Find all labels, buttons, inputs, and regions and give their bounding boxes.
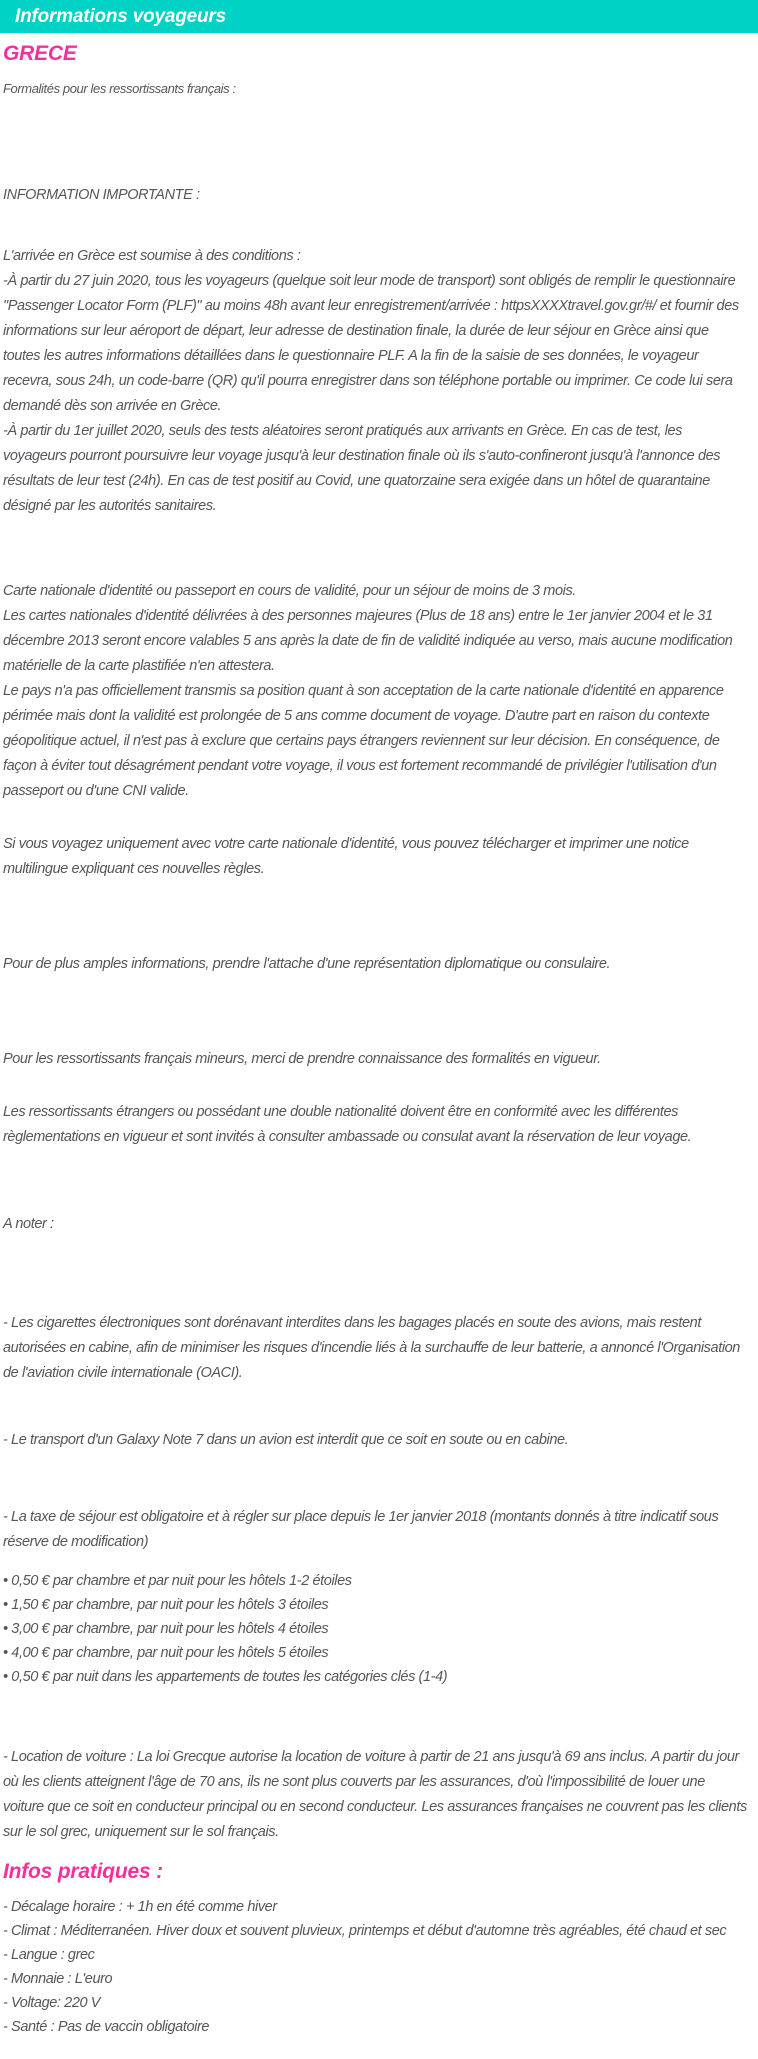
note-label: A noter :: [3, 1216, 54, 1232]
traveler-info-header-bar: [0, 0, 758, 33]
practical-info-item: - Décalage horaire : + 1h en été comme hiver: [3, 1899, 277, 1915]
tax-rate-item: • 0,50 € par chambre et par nuit pour les hôtels 1-2 étoiles: [3, 1573, 352, 1589]
id-extension-paragraph: Les cartes nationales d'identité délivrées à des personnes majeures (Plus de 18 ans) entre le 1er janvier 2004 et le 31 décembre 2013 seront encore valables 5 ans après la date de fin de validité indiquée au verso, mais aucune modification matérielle de la carte plastifiée n'en attestera.: [3, 608, 733, 674]
tax-rate-item: • 0,50 € par nuit dans les appartements de toutes les catégories clés (1-4): [3, 1669, 448, 1685]
formalities-intro: Formalités pour les ressortissants français :: [3, 81, 236, 96]
practical-info-item: - Langue : grec: [3, 1947, 95, 1963]
id-validity-paragraph: Carte nationale d'identité ou passeport en cours de validité, pour un séjour de moins de 3 mois.: [3, 583, 576, 599]
practical-info-item: - Santé : Pas de vaccin obligatoire: [3, 2019, 210, 2035]
arrival-conditions-intro: L'arrivée en Grèce est soumise à des conditions :: [3, 248, 301, 264]
practical-info-item: - Voltage: 220 V: [3, 1995, 101, 2011]
practical-info-list: [3, 1895, 748, 2039]
car-rental-paragraph: - Location de voiture : La loi Grecque autorise la location de voiture à partir de 21 ans jusqu'à 69 ans inclus. A partir du jour où les clients atteignent l'âge de 70 ans, ils ne sont plus couverts par les assurances, d'où l'impossibilité de louer une voiture que ce soit en conducteur principal ou en second conducteur. Les assurances françaises ne couvrent pas les clients sur le sol grec, uniquement sur le sol français.: [3, 1749, 747, 1840]
practical-info-item: - Monnaie : L'euro: [3, 1971, 113, 1987]
tax-rate-item: • 3,00 € par chambre, par nuit pour les hôtels 4 étoiles: [3, 1621, 329, 1637]
plf-requirement-paragraph: -À partir du 27 juin 2020, tous les voyageurs (quelque soit leur mode de transport) sont obligés de remplir le questionnaire "Passenger Locator Form (PLF)" au moins 48h avant leur enregistrement/arrivée : httpsXXXXtravel.gov.gr/#/ et fournir des informations sur leur aéroport de départ, leur adresse de destination finale, la durée de leur séjour en Grèce ainsi que toutes les autres informations détaillées dans le questionnaire PLF. A la fin de la saisie de ses données, le voyageur recevra, sous 24h, un code-barre (QR) qu'il pourra enregistrer dans son téléphone portable ou imprimer. Ce code lui sera demandé dès son arrivée en Grèce.: [3, 273, 739, 414]
ecigarettes-paragraph: - Les cigarettes électroniques sont dorénavant interdites dans les bagages placés en soute des avions, mais restent autorisées en cabine, afin de minimiser les risques d'incendie liés à la surchauffe de leur batterie, a annoncé l'Organisation de l'aviation civile internationale (OACI).: [3, 1315, 740, 1381]
galaxy-note7-paragraph: - Le transport d'un Galaxy Note 7 dans un avion est interdit que ce soit en soute ou en cabine.: [3, 1432, 569, 1448]
practical-info-item: - Climat : Méditerranéen. Hiver doux et souvent pluvieux, printemps et début d'automne très agréables, été chaud et sec: [3, 1923, 727, 1939]
foreign-nationals-paragraph: Les ressortissants étrangers ou possédant une double nationalité doivent être en conformité avec les différentes règlementations en vigueur et sont invités à consulter ambassade ou consulat avant la réservation de leur voyage.: [3, 1104, 692, 1145]
more-info-paragraph: Pour de plus amples informations, prendre l'attache d'une représentation diplomatique ou consulaire.: [3, 956, 611, 972]
id-notice-paragraph: Si vous voyagez uniquement avec votre carte nationale d'identité, vous pouvez télécharger et imprimer une notice multilingue expliquant ces nouvelles règles.: [3, 836, 689, 877]
id-country-position-paragraph: Le pays n'a pas officiellement transmis sa position quant à son acceptation de la carte nationale d'identité en apparence périmée mais dont la validité est prolongée de 5 ans comme document de voyage. D'autre part en raison du contexte géopolitique actuel, il n'est pas à exclure que certains pays étrangers reviennent sur leur décision. En conséquence, de façon à éviter tout désagrément pendant votre voyage, il vous est fortement recommandé de privilégier l'utilisation d'un passeport ou d'une CNI valide.: [3, 683, 724, 799]
random-tests-paragraph: -À partir du 1er juillet 2020, seuls des tests aléatoires seront pratiqués aux arrivants en Grèce. En cas de test, les voyageurs pourront poursuivre leur voyage jusqu'à leur destination finale où ils s'auto-confineront jusqu'à l'annonce des résultats de leur test (24h). En cas de test positif au Covid, une quatorzaine sera exigée dans un hôtel de quarantaine désigné par les autorités sanitaires.: [3, 423, 721, 514]
tax-rate-item: • 1,50 € par chambre, par nuit pour les hôtels 3 étoiles: [3, 1597, 329, 1613]
minors-paragraph: Pour les ressortissants français mineurs, merci de prendre connaissance des formalités en vigueur.: [3, 1051, 601, 1067]
page-content: [0, 41, 758, 2059]
traveler-info-title: Informations voyageurs: [15, 6, 226, 27]
practical-info-title: Infos pratiques :: [3, 1860, 163, 1883]
tourist-tax-rate-list: [3, 1569, 748, 1689]
tourist-tax-paragraph: - La taxe de séjour est obligatoire et à régler sur place depuis le 1er janvier 2018 (montants donnés à titre indicatif sous réserve de modification): [3, 1509, 719, 1550]
tax-rate-item: • 4,00 € par chambre, par nuit pour les hôtels 5 étoiles: [3, 1645, 329, 1661]
country-title: GRECE: [3, 42, 77, 65]
important-info-label: INFORMATION IMPORTANTE :: [3, 187, 200, 203]
